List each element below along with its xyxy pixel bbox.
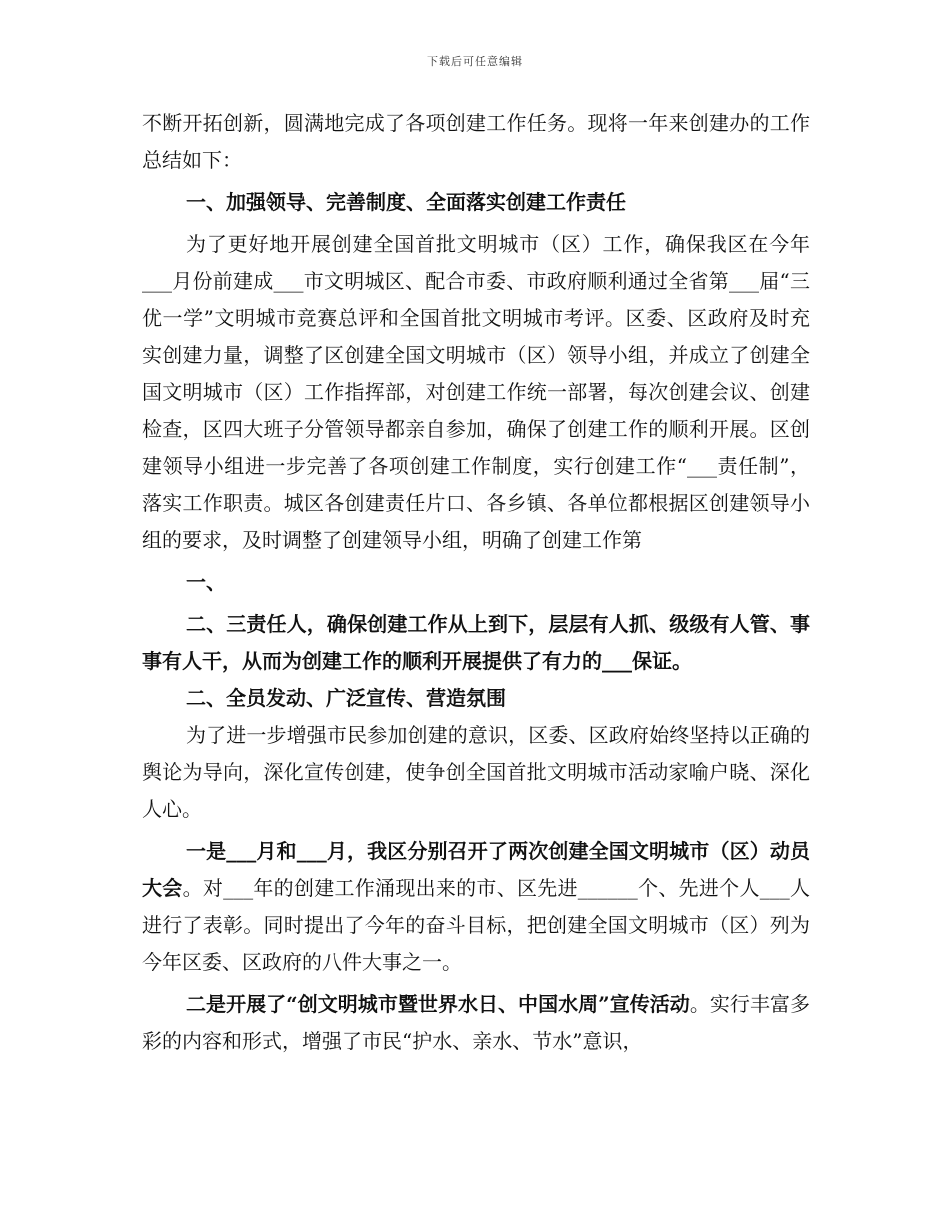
paragraph-publicity: 为了进一步增强市民参加创建的意识，区委、区政府始终坚持以正确的舆论为导向，深化宣传创建，使争创全国首批文明城市活动家喻户晓、深化人心。 [142,723,810,821]
paragraph-intro: 不断开拓创新，圆满地完成了各项创建工作任务。现将一年来创建办的工作总结如下： [142,111,810,172]
section-heading-2: 二、全员发动、广泛宣传、营造氛围 [186,686,506,710]
paragraph-responsibility: 二、三责任人，确保创建工作从上到下，层层有人抓、级级有人管、事事有人干，从而为创建工作的顺利开展提供了有力的___保证。 [142,612,810,673]
section-heading-1: 一、加强领导、完善制度、全面落实创建工作责任 [186,190,626,214]
paragraph-point-one [142,833,810,981]
point-one-lead: 一是___月和___月，我区分别召开了两次创建全国文明城市（区）动员大会 [142,839,810,900]
document-body [142,105,810,1060]
paragraph-fragment: 一、 [186,570,226,594]
page-header: 下载后可任意编辑 [427,55,523,68]
paragraph-leadership: 为了更好地开展创建全国首批文明城市（区）工作，确保我区在今年___月份前建成___市文明城区、配合市委、市政府顺利通过全省第___届“三优一学”文明城市竞赛总评和全国首批文明城市考评。区委、区政府及时充实创建力量，调整了区创建全国文明城市（区）领导小组，并成立了创建全国文明城市（区）工作指挥部，对创建工作统一部署，每次创建会议、创建检查，区四大班子分管领导都亲自参加，确保了创建工作的顺利开展。区创建领导小组进一步完善了各项创建工作制度，实行创建工作“___责任制”，落实工作职责。城区各创建责任片口、各乡镇、各单位都根据区创建领导小组的要求，及时调整了创建领导小组，明确了创建工作第 [142,232,810,552]
point-one-body: 。对___年的创建工作涌现出来的市、区先进______个、先进个人___人进行了表彰。同时提出了今年的奋斗目标，把创建全国文明城市（区）列为今年区委、区政府的八件大事之一。 [142,876,811,974]
point-two-body: 。实行丰富多彩的内容和形式，增强了市民“护水、亲水、节水”意识， [142,992,811,1053]
point-two-lead: 二是开展了“创文明城市暨世界水日、中国水周”宣传活动 [186,992,690,1016]
paragraph-point-two [142,986,810,1060]
